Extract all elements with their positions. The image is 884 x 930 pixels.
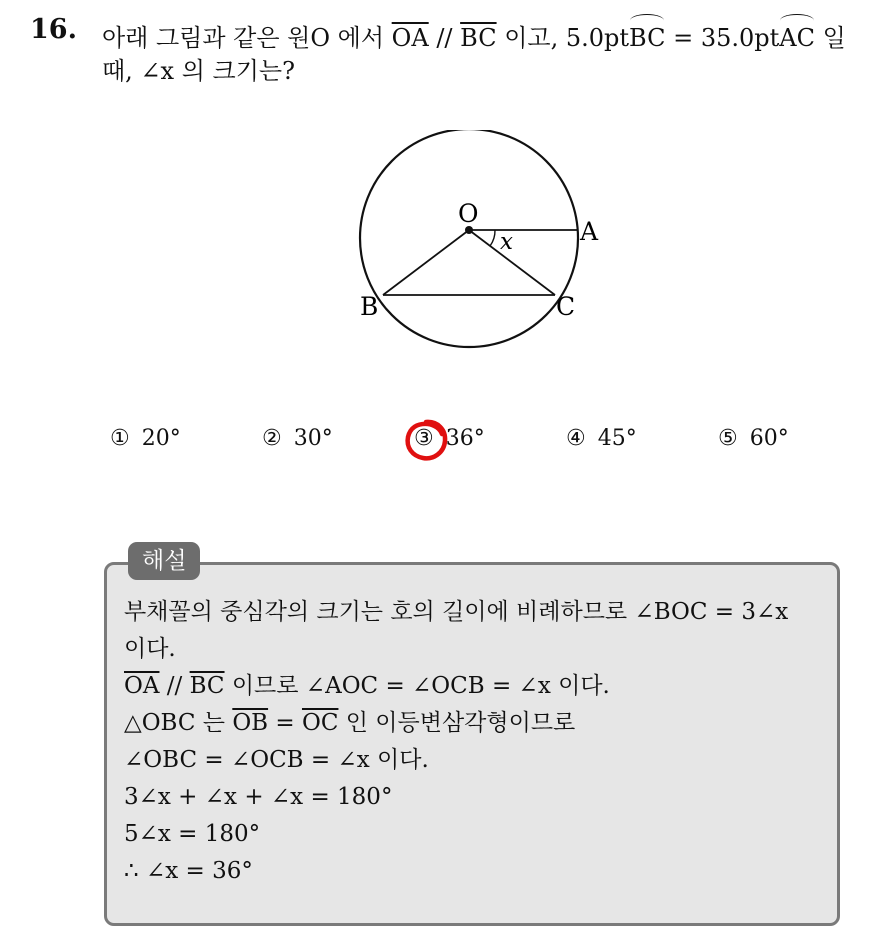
choice-2-number: ②: [262, 426, 282, 451]
choice-4-number: ④: [566, 426, 586, 451]
choice-1-number: ①: [110, 426, 130, 451]
answer-choices: [110, 420, 830, 460]
parallel-symbol: //: [428, 24, 461, 52]
choice-2-value: 30°: [293, 426, 333, 451]
answer-mark-stroke: [408, 422, 445, 458]
choice-1[interactable]: [110, 426, 181, 451]
choice-2[interactable]: [262, 426, 333, 451]
explanation-line-3: [124, 668, 834, 705]
arc-bc: BC: [629, 16, 665, 57]
choice-4[interactable]: [566, 426, 637, 451]
question-suffix: 일: [814, 24, 846, 52]
label-o: O: [458, 199, 479, 228]
answer-mark-circle: [402, 416, 450, 464]
expl-line-4-eq: =: [268, 710, 302, 736]
angle-x-arc: [490, 230, 495, 246]
expl-segment-bc: $\overline{BC}$: [189, 673, 225, 699]
question-prefix: 아래 그림과 같은 원O 에서: [102, 24, 392, 52]
choice-5-number: ⑤: [718, 426, 738, 451]
choice-3-number: ③: [414, 426, 434, 451]
expl-segment-ob: $\overline{OB}$: [232, 710, 269, 736]
explanation-line-2: 이다.: [124, 636, 176, 662]
choice-5[interactable]: [718, 426, 789, 451]
expl-segment-oc: $\overline{OC}$: [301, 710, 339, 736]
choice-3-value: 36°: [445, 426, 485, 451]
choice-4-value: 45°: [597, 426, 637, 451]
explanation-line-7: 5∠x = 180°: [124, 821, 261, 847]
expl-line-4-pre: △OBC 는: [124, 710, 233, 736]
label-c: C: [556, 292, 576, 321]
question-line-2: 때, ∠x 의 크기는?: [102, 57, 295, 85]
label-a: A: [580, 217, 599, 246]
expl-segment-oa: $\overline{OA}$: [124, 673, 160, 699]
explanation-line-6: 3∠x + ∠x + ∠x = 180°: [124, 784, 393, 810]
circle-o: [360, 130, 578, 347]
question-number: 16.: [30, 14, 77, 45]
explanation-tag: 해설: [128, 542, 200, 580]
explanation-line-5: ∠OBC = ∠OCB = ∠x 이다.: [124, 747, 429, 773]
explanation-body: [124, 594, 834, 890]
explanation-line-1: 부채꼴의 중심각의 크기는 호의 길이에 비례하므로 ∠BOC = 3∠x: [124, 599, 789, 625]
segment-ob-line: [383, 230, 469, 295]
circle-figure: [340, 130, 620, 350]
expl-line-4-rest: 인 이등변삼각형이므로: [338, 710, 576, 736]
segment-bc: $\overline{BC}$: [460, 24, 497, 52]
segment-oa: $\overline{OA}$: [391, 24, 429, 52]
question-line-1: [102, 16, 872, 53]
question-mid: 이고, 5.0pt: [496, 24, 630, 52]
label-b: B: [360, 292, 379, 321]
choice-1-value: 20°: [141, 426, 181, 451]
expl-parallel: //: [159, 673, 190, 699]
question-text: [102, 16, 872, 90]
explanation-line-8: ∴ ∠x = 36°: [124, 858, 253, 884]
choice-5-value: 60°: [749, 426, 789, 451]
arc-ac: AC: [779, 16, 815, 57]
equals-text: = 35.0pt: [665, 24, 780, 52]
explanation-line-4: [124, 705, 834, 742]
expl-line-3-rest: 이므로 ∠AOC = ∠OCB = ∠x 이다.: [224, 673, 610, 699]
label-x: x: [500, 229, 513, 255]
